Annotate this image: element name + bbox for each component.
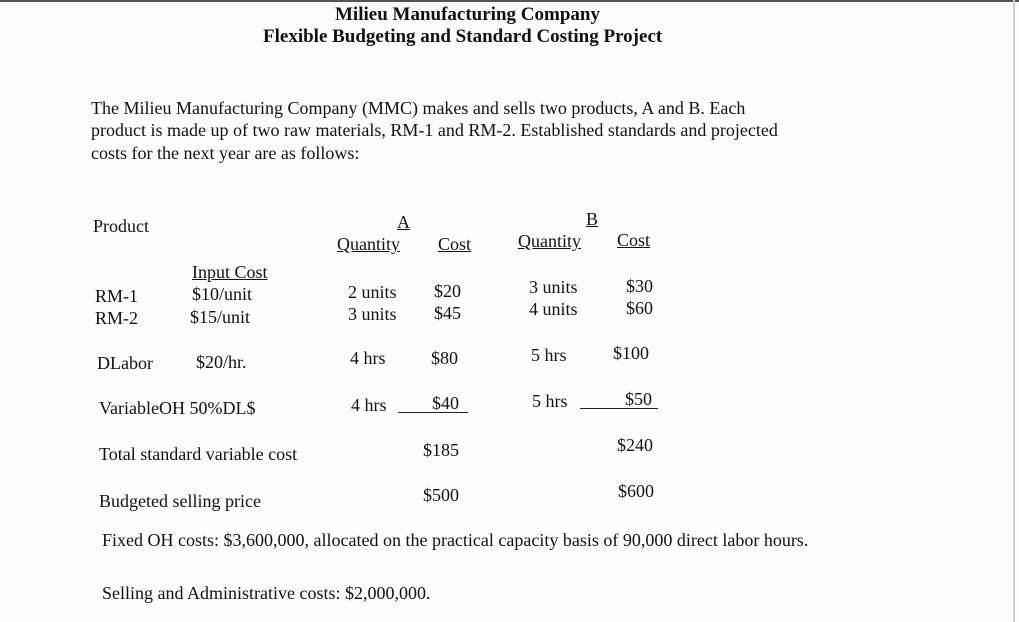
rm1-input-cost: $10/unit (192, 284, 253, 304)
dlabor-rate: $20/hr. (196, 352, 247, 372)
product-a-heading: A (397, 212, 410, 232)
intro-line-1: The Milieu Manufacturing Company (MMC) makes and sells two products, A and B. Each (91, 98, 746, 118)
price-b: $600 (618, 481, 654, 501)
b-cost-header: Cost (617, 230, 651, 250)
total-b: $240 (617, 435, 653, 455)
rm1-a-cost: $20 (434, 281, 461, 301)
voh-b-qty: 5 hrs (532, 391, 568, 411)
b-quantity-header: Quantity (518, 231, 581, 251)
voh-b-cost: $50 (625, 389, 652, 409)
fixed-oh-note: Fixed OH costs: $3,600,000, allocated on the practical capacity basis of 90,000 direct labor hours. (102, 530, 809, 550)
right-border (1013, 0, 1015, 622)
dlabor-label: DLabor (97, 353, 153, 373)
input-cost-header: Input Cost (192, 262, 268, 282)
dlabor-b-cost: $100 (613, 343, 649, 363)
rm2-b-cost: $60 (626, 298, 653, 318)
rm1-b-qty: 3 units (529, 277, 578, 297)
rm2-label: RM-2 (95, 308, 139, 328)
rm1-label: RM-1 (95, 286, 139, 306)
rm2-input-cost: $15/unit (190, 307, 251, 327)
rm2-b-qty: 4 units (529, 299, 578, 319)
product-b-heading: B (586, 209, 599, 229)
voh-a-cost: $40 (432, 393, 459, 413)
voh-a-qty: 4 hrs (351, 395, 387, 415)
intro-line-2: product is made up of two raw materials, RM-1 and RM-2. Established standards and projected (91, 120, 778, 140)
project-title: Flexible Budgeting and Standard Costing Project (263, 26, 663, 47)
sga-note: Selling and Administrative costs: $2,000,000. (102, 583, 431, 603)
dlabor-a-qty: 4 hrs (350, 348, 386, 368)
dlabor-b-qty: 5 hrs (531, 345, 567, 365)
a-cost-header: Cost (438, 234, 472, 254)
rm1-a-qty: 2 units (348, 282, 397, 302)
intro-line-3: costs for the next year are as follows: (91, 143, 360, 163)
rm1-b-cost: $30 (626, 276, 653, 296)
voh-label: VariableOH 50%DL$ (99, 398, 256, 418)
total-a: $185 (423, 440, 459, 460)
product-label: Product (93, 216, 149, 236)
rm2-a-cost: $45 (434, 303, 461, 323)
total-label: Total standard variable cost (99, 444, 298, 464)
company-title: Milieu Manufacturing Company (335, 4, 600, 25)
rm2-a-qty: 3 units (348, 304, 397, 324)
dlabor-a-cost: $80 (431, 348, 458, 368)
price-a: $500 (423, 485, 459, 505)
price-label: Budgeted selling price (99, 491, 261, 511)
top-border (0, 0, 1019, 2)
a-quantity-header: Quantity (337, 234, 400, 254)
